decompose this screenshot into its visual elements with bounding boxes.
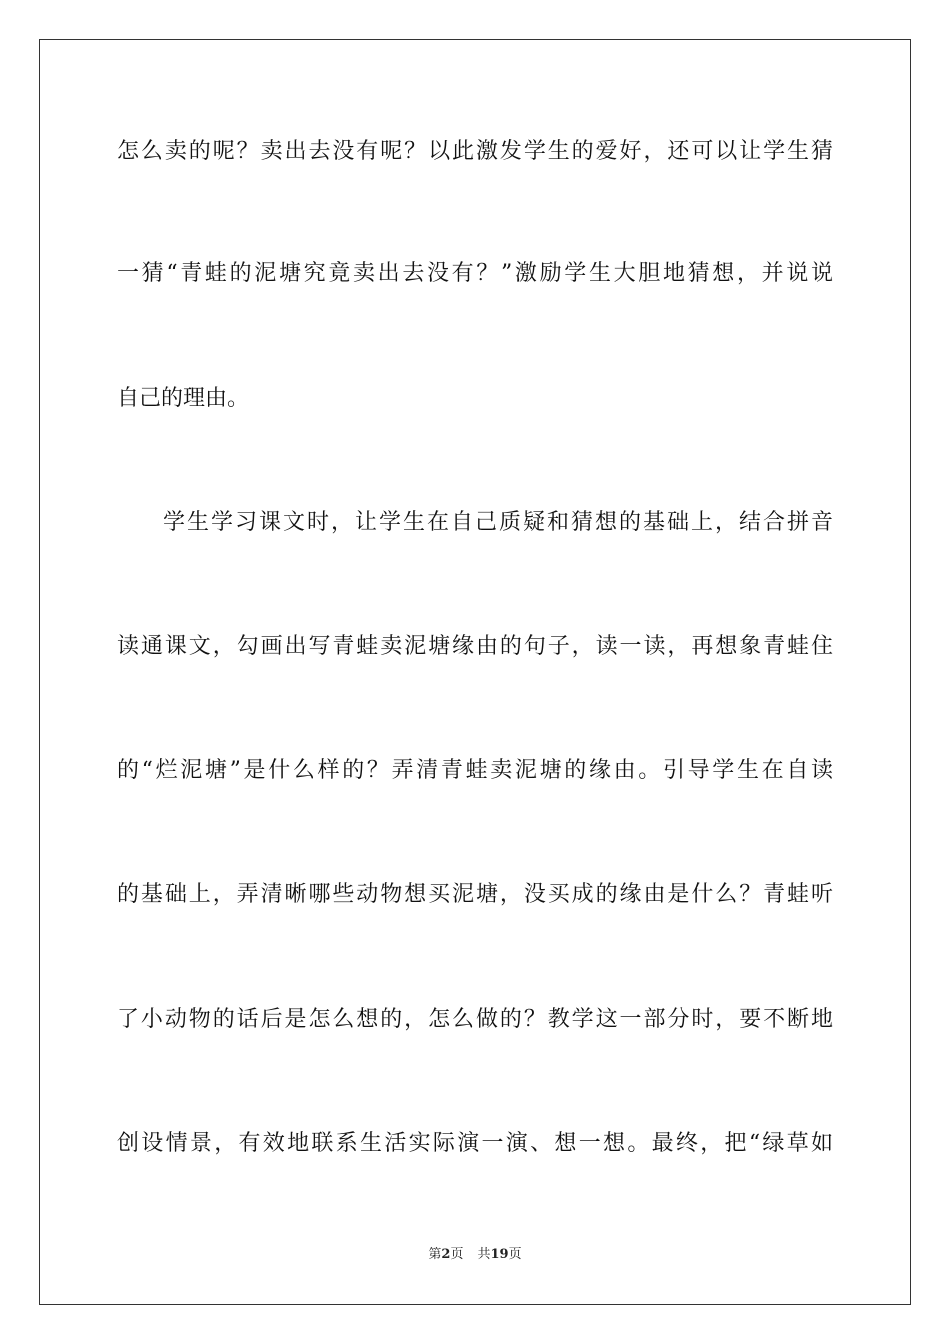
body-line-5: 读通课文，勾画出写青蛙卖泥塘缘由的句子，读一读，再想象青蛙住 — [117, 634, 833, 659]
body-line-9: 创设情景，有效地联系生活实际演一演、想一想。最终，把“绿草如 — [117, 1131, 833, 1156]
body-line-4: 学生学习课文时，让学生在自己质疑和猜想的基础上，结合拼音 — [163, 510, 833, 535]
page-suffix: 页 — [450, 1247, 464, 1262]
body-line-1: 怎么卖的呢？卖出去没有呢？以此激发学生的爱好，还可以让学生猜 — [117, 139, 833, 164]
page-footer — [0, 1245, 950, 1265]
page-number: 2 — [441, 1247, 451, 1262]
body-line-2: 一猜“青蛙的泥塘究竟卖出去没有？”激励学生大胆地猜想，并说说 — [117, 261, 833, 286]
body-line-6: 的“烂泥塘”是什么样的？弄清青蛙卖泥塘的缘由。引导学生在自读 — [117, 758, 833, 783]
page-border — [39, 39, 911, 1305]
total-suffix: 页 — [508, 1247, 522, 1262]
body-line-3: 自己的理由。 — [117, 386, 250, 411]
total-pages: 19 — [490, 1247, 509, 1262]
body-line-7: 的基础上，弄清晰哪些动物想买泥塘，没买成的缘由是什么？青蛙听 — [117, 882, 833, 907]
total-prefix: 共 — [477, 1247, 491, 1262]
body-line-8: 了小动物的话后是怎么想的，怎么做的？教学这一部分时，要不断地 — [117, 1007, 833, 1032]
page-prefix: 第 — [428, 1247, 442, 1262]
